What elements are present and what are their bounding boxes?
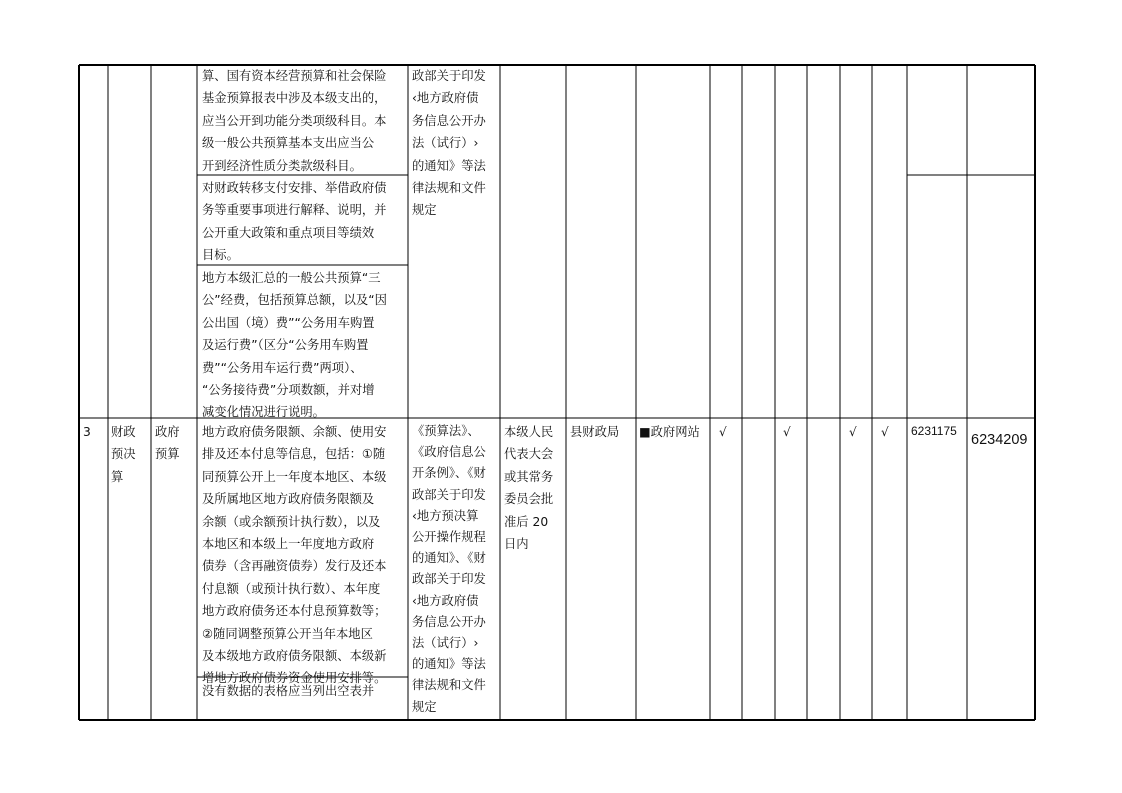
text-line: 务信息公开办	[412, 614, 486, 629]
text-line: 及本级地方政府债务限额、本级新	[202, 649, 387, 664]
responsible-agency-cell	[570, 421, 619, 443]
text-line: 的通知》等法	[412, 657, 486, 672]
text-line: 同预算公开上一年度本地区、本级	[202, 469, 387, 484]
text-line: 财政	[111, 425, 136, 439]
content-cell-transfer-payments	[202, 177, 386, 267]
text-line: 政部关于印发	[412, 572, 486, 587]
text-line: 律法规和文件	[412, 678, 486, 693]
basis-cell-top	[412, 65, 486, 222]
content-cell-budget-disclosure	[202, 65, 386, 177]
text-line: 债券（含再融资债券）发行及还本	[202, 559, 387, 574]
text-line: 3	[83, 425, 91, 439]
text-line: 政部关于印发	[412, 69, 486, 83]
text-line: 级一般公共预算基本支出应当公	[202, 136, 375, 151]
text-line: 县财政局	[570, 425, 620, 439]
text-line: 法（试行）›	[412, 136, 479, 151]
text-line: 公出国（境）费”“公务用车购置	[202, 315, 375, 330]
text-line: 没有数据的表格应当列出空表并	[202, 684, 375, 698]
text-line: 政部关于印发	[412, 487, 486, 502]
text-line: 增地方政府债券资金使用安排等。	[202, 671, 387, 686]
text-line: ‹地方预决算	[412, 508, 479, 523]
text-line: 《政府信息公	[412, 445, 486, 460]
content-cell-empty-tables	[202, 680, 374, 702]
text-line: 公开操作规程	[412, 530, 486, 545]
text-line: 基金预算报表中涉及本级支出的，	[202, 91, 387, 106]
text-line: 的通知》等法	[412, 158, 486, 173]
text-line: 地方本级汇总的一般公共预算“三	[202, 271, 381, 285]
text-line: 余额（或余额预计执行数），以及	[202, 514, 381, 529]
text-line: 地方政府债务还本付息预算数等；	[202, 604, 387, 619]
text-line: 对财政转移支付安排、举借政府债	[202, 181, 387, 195]
text-line: 或其常务	[504, 469, 554, 484]
text-line: 开到经济性质分类款级科目。	[202, 158, 362, 173]
text-line: 开条例》、《财	[412, 466, 486, 481]
text-line: 务等重要事项进行解释、说明，并	[202, 203, 387, 218]
content-cell-three-public-expenses	[202, 267, 387, 424]
basis-cell-row3	[412, 421, 486, 718]
text-line: 务信息公开办	[412, 113, 486, 128]
text-line: 及运行费”（区分“公务用车购置	[202, 338, 369, 353]
disclosure-channel-cell	[639, 421, 700, 443]
text-line: 减变化情况进行说明。	[202, 405, 325, 420]
text-line: 及所属地区地方政府债务限额及	[202, 492, 375, 507]
check-mark: √	[881, 425, 889, 439]
row-number	[83, 421, 91, 443]
text-line: 《预算法》、	[412, 424, 480, 438]
text-line: 政府	[155, 425, 180, 439]
text-line: 规定	[412, 699, 437, 714]
text-line: 本地区和本级上一年度地方政府	[202, 537, 375, 552]
text-line: 费”“公务用车运行费”两项）、	[202, 360, 363, 375]
text-line: 代表大会	[504, 447, 554, 462]
text-line: “公务接待费”分项数额，并对增	[202, 383, 375, 398]
check-mark: √	[849, 425, 857, 439]
check-mark: √	[783, 425, 791, 439]
text-line: 算、国有资本经营预算和社会保险	[202, 69, 387, 83]
phone-number: 6231175	[911, 424, 957, 438]
text-line: ■政府网站	[639, 425, 700, 439]
text-line: ②随同调整预算公开当年本地区	[202, 626, 373, 641]
text-line: 预算	[155, 447, 180, 462]
text-line: 法（试行）›	[412, 636, 479, 651]
text-line: 排及还本付息等信息，包括：①随	[202, 447, 386, 462]
text-line: 付息额（或预计执行数）、本年度	[202, 581, 381, 596]
text-line: 地方政府债务限额、余额、使用安	[202, 425, 387, 439]
text-line: 规定	[412, 203, 437, 218]
text-line: 算	[111, 469, 124, 484]
timeframe-cell	[504, 421, 553, 555]
text-line: 准后 20	[504, 514, 549, 529]
text-line: 委员会批	[504, 492, 554, 507]
text-line: 公开重大政策和重点项目等绩效	[202, 225, 375, 240]
text-line: 本级人民	[504, 425, 554, 439]
text-line: 目标。	[202, 248, 239, 263]
item-cell	[155, 421, 180, 466]
text-line: 日内	[504, 537, 529, 552]
text-line: 律法规和文件	[412, 181, 486, 196]
text-line: 预决	[111, 447, 136, 462]
text-line: 应当公开到功能分类项级科目。本	[202, 113, 387, 128]
category-cell	[111, 421, 136, 488]
text-line: ‹地方政府债	[412, 593, 479, 608]
text-line: 的通知》、《财	[412, 551, 486, 566]
phone-number: 6234209	[971, 432, 1028, 448]
content-cell-debt-disclosure	[202, 421, 386, 690]
check-mark: √	[719, 425, 727, 439]
text-line: ‹地方政府债	[412, 91, 479, 106]
text-line: 公”经费，包括预算总额，以及“因	[202, 293, 387, 308]
